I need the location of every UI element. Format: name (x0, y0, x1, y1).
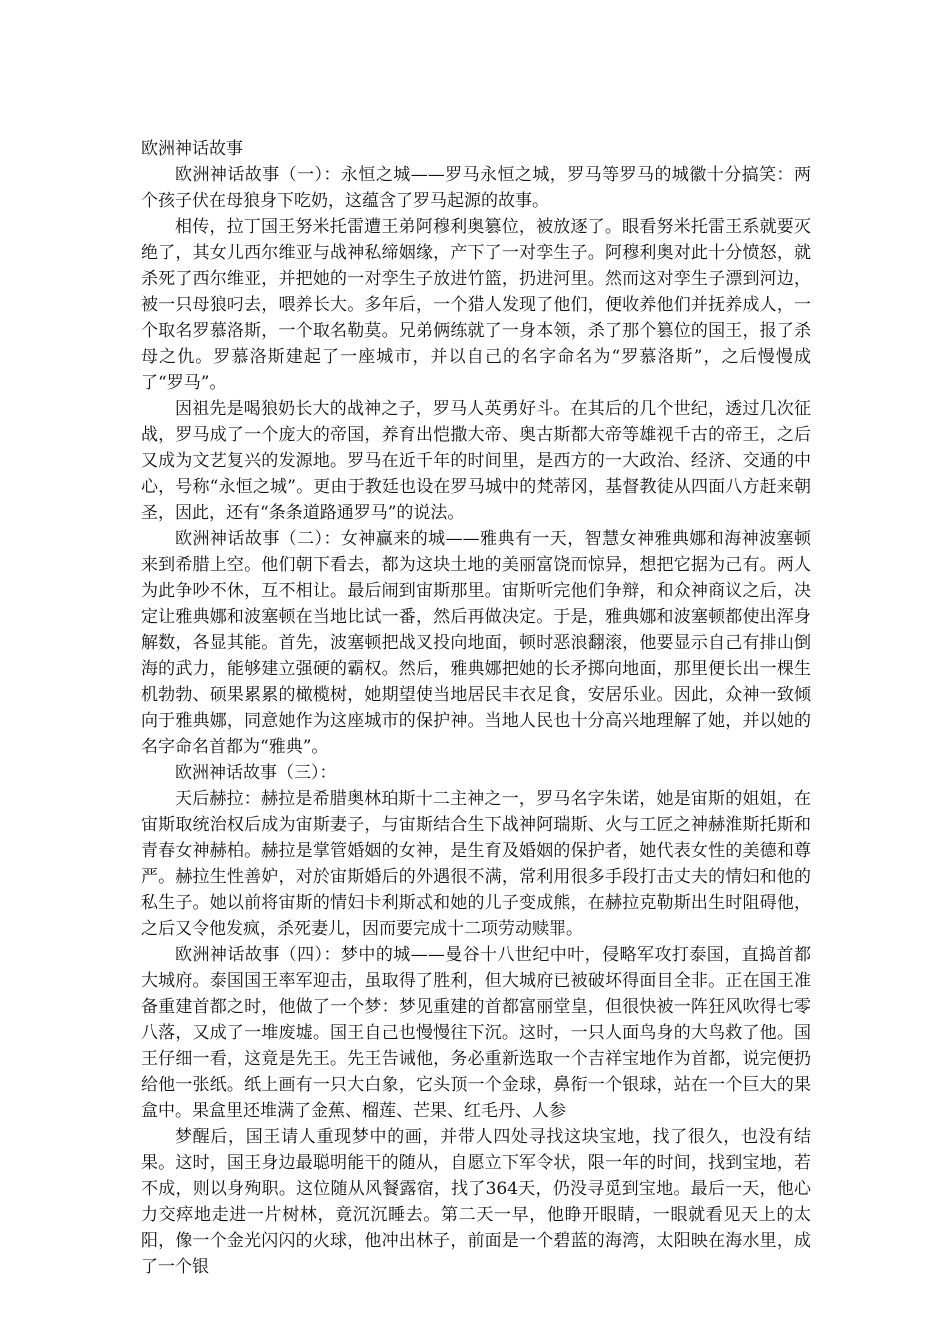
paragraph-story-one-rome: 因祖先是喝狼奶长大的战神之子，罗马人英勇好斗。在其后的几个世纪，透过几次征战，罗马成了一个庞大的帝国，养育出恺撒大帝、奥古斯都大帝等雄视千古的帝王，之后又成为文艺复兴的发源地。罗马在近千年的时间里，是西方的一大政治、经济、交通的中心，号称“永恒之城”。更由于教廷也设在罗马城中的梵蒂冈，基督教徒从四面八方赶来朝圣，因此，还有“条条道路通罗马”的说法。 (141, 399, 811, 523)
paragraph-story-one-legend: 相传，拉丁国王努米托雷遭王弟阿穆利奥篡位，被放逐了。眼看努米托雷王系就要灭绝了，其女儿西尔维亚与战神私缔姻缘，产下了一对孪生子。阿穆利奥对此十分愤怒，就杀死了西尔维亚，并把她的一对孪生子放进竹篮，扔进河里。然而这对孪生子漂到河边，被一只母狼叼去，喂养长大。多年后，一个猎人发现了他们，便收养他们并抚养成人，一个取名罗慕洛斯，一个取名勒莫。兄弟俩练就了一身本领，杀了那个篡位的国王，报了杀母之仇。罗慕洛斯建起了一座城市，并以自己的名字命名为“罗慕洛斯”，之后慢慢成了“罗马”。 (141, 217, 811, 393)
document-page (141, 136, 811, 1280)
paragraph-story-two-athens: 欧洲神话故事（二）：女神赢来的城——雅典有一天，智慧女神雅典娜和海神波塞顿来到希腊上空。他们朝下看去，都为这块土地的美丽富饶而惊异，想把它据为己有。两人为此争吵不休，互不相让。最后闹到宙斯那里。宙斯听完他们争辩，和众神商议之后，决定让雅典娜和波塞顿在当地比试一番，然后再做决定。于是，雅典娜和波塞顿都使出浑身解数，各显其能。首先，波塞顿把战叉投向地面，顿时恶浪翻滚，他要显示自己有排山倒海的武力，能够建立强硬的霸权。然后，雅典娜把她的长矛掷向地面，那里便长出一棵生机勃勃、硕果累累的橄榄树，她期望使当地居民丰衣足食，安居乐业。因此，众神一致倾向于雅典娜，同意她作为这座城市的保护神。当地人民也十分高兴地理解了她，并以她的名字命名首都为“雅典”。 (141, 529, 811, 757)
paragraph-story-four-dream: 梦醒后，国王请人重现梦中的画，并带人四处寻找这块宝地，找了很久，也没有结果。这时，国王身边最聪明能干的随从，自愿立下军令状，限一年的时间，找到宝地，若不成，则以身殉职。这位随从风餐露宿，找了364天，仍没寻觅到宝地。最后一天，他心力交瘁地走进一片树林，竟沉沉睡去。第二天一早，他睁开眼睛，一眼就看见天上的太阳，像一个金光闪闪的火球，他冲出林子，前面是一个碧蓝的海湾，太阳映在海水里，成了一个银 (141, 1127, 811, 1277)
document-title: 欧洲神话故事 (141, 139, 243, 159)
paragraph-story-three-hera: 天后赫拉：赫拉是希腊奥林珀斯十二主神之一，罗马名字朱诺，她是宙斯的姐姐，在宙斯取统治权后成为宙斯妻子，与宙斯结合生下战神阿瑞斯、火与工匠之神赫淮斯托斯和青春女神赫柏。赫拉是掌管婚姻的女神，是生育及婚姻的保护者，她代表女性的美德和尊严。赫拉生性善妒，对於宙斯婚后的外遇很不满，常利用很多手段打击丈夫的情妇和他的私生子。她以前将宙斯的情妇卡利斯忒和她的儿子变成熊，在赫拉克勒斯出生时阻碍他，之后又令他发疯，杀死妻儿，因而要完成十二项劳动赎罪。 (141, 789, 811, 939)
paragraph-story-four-bangkok: 欧洲神话故事（四）：梦中的城——曼谷十八世纪中叶，侵略军攻打泰国，直捣首都大城府。泰国国王率军迎击，虽取得了胜利，但大城府已被破坏得面目全非。正在国王准备重建首都之时，他做了一个梦：梦见重建的首都富丽堂皇，但很快被一阵狂风吹得七零八落，又成了一堆废墟。国王自己也慢慢往下沉。这时，一只人面鸟身的大鸟救了他。国王仔细一看，这竟是先王。先王告诫他，务必重新选取一个吉祥宝地作为首都，说完便扔给他一张纸。纸上画有一只大白象，它头顶一个金球，鼻衔一个银球，站在一个巨大的果盒中。果盒里还堆满了金蕉、榴莲、芒果、红毛丹、人参 (141, 945, 811, 1121)
paragraph-story-one-intro: 欧洲神话故事（一）：永恒之城——罗马永恒之城，罗马等罗马的城徽十分搞笑：两个孩子伏在母狼身下吃奶，这蕴含了罗马起源的故事。 (141, 165, 811, 211)
paragraph-story-three-heading: 欧洲神话故事（三）： (175, 763, 337, 783)
